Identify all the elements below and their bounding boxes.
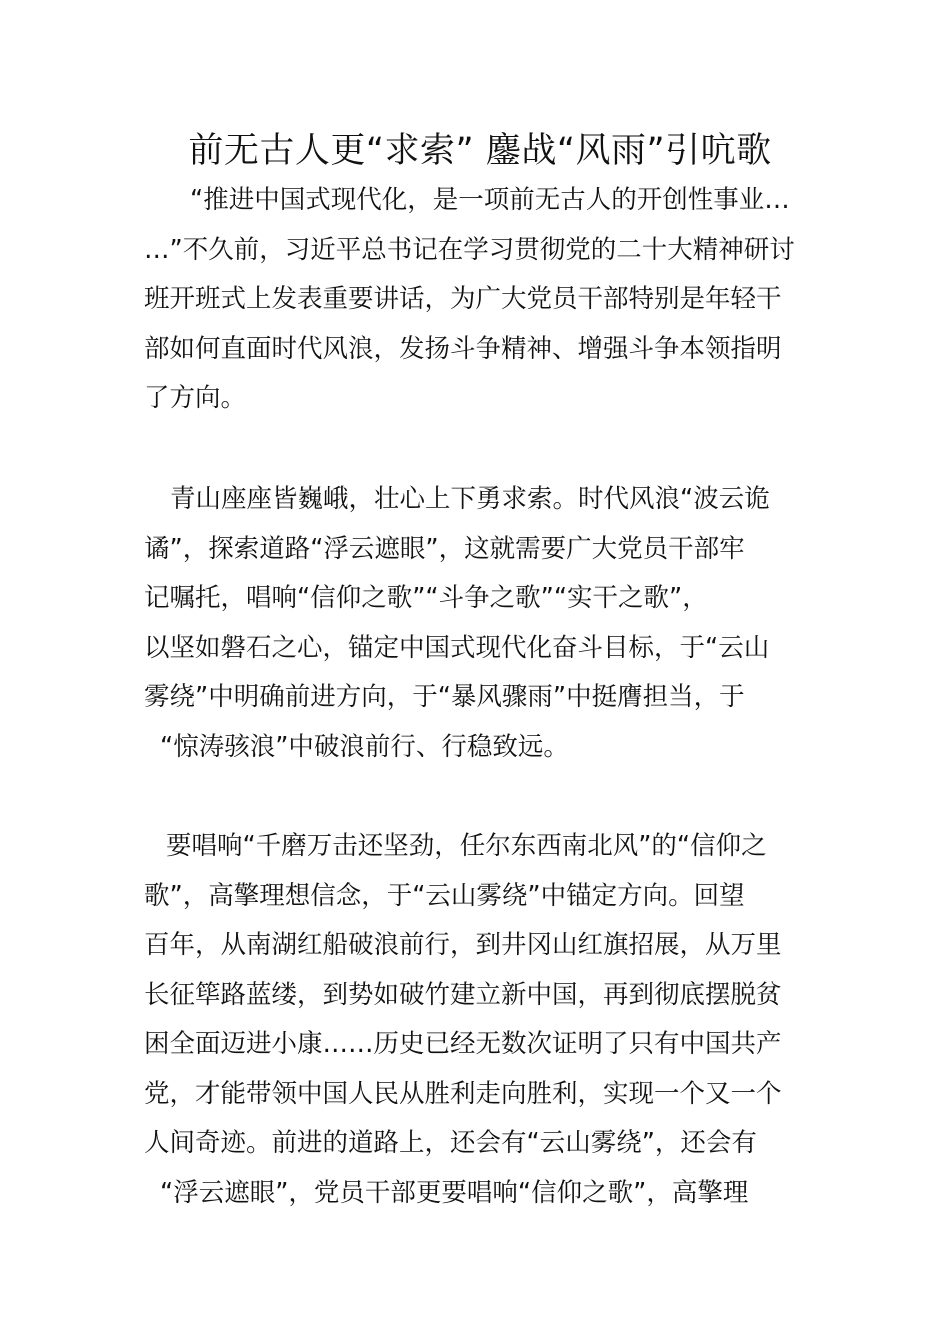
paragraph-line: 百年，从南湖红船破浪前行，到井冈山红旗招展，从万里 [144,930,782,960]
paragraph-line: 人间奇迹。前进的道路上，还会有“云山雾绕”，还会有 [144,1128,757,1158]
paragraph-line: 谲”，探索道路“浮云遮眼”，这就需要广大党员干部牢 [144,533,745,564]
paragraph-line: 歌”，高擎理想信念，于“云山雾绕”中锚定方向。回望 [144,880,745,911]
paragraph-line: 雾绕”中明确前进方向，于“暴风骤雨”中挺膺担当，于 [144,682,745,712]
paragraph-line: …”不久前，习近平总书记在学习贯彻党的二十大精神研讨 [144,234,795,265]
paragraph-line: “惊涛骇浪”中破浪前行、行稳致远。 [160,731,569,762]
paragraph-line: 了方向。 [144,383,247,413]
paragraph-line: 以坚如磐石之心，锚定中国式现代化奋斗目标，于“云山 [144,632,770,663]
paragraph-line: 困全面迈进小康……历史已经无数次证明了只有中国共产 [144,1029,782,1059]
paragraph-2 [144,475,810,772]
paragraph-3 [144,822,810,1218]
paragraph-line: 青山座座皆巍峨，壮心上下勇求索。时代风浪“波云诡 [170,484,770,514]
paragraph-line: 班开班式上发表重要讲话，为广大党员干部特别是年轻干 [144,284,782,314]
paragraph-line: 要唱响“千磨万击还坚劲，任尔东西南北风”的“信仰之 [166,831,767,861]
paragraph-line: 部如何直面时代风浪，发扬斗争精神、增强斗争本领指明 [144,333,782,364]
paragraph-line: “浮云遮眼”，党员干部更要唱响“信仰之歌”，高擎理 [160,1177,749,1208]
paragraph-line: 记嘱托，唱响“信仰之歌”“斗争之歌”“实干之歌”， [144,583,708,613]
paragraph-line: 长征筚路蓝缕，到势如破竹建立新中国，再到彻底摆脱贫 [144,979,782,1010]
paragraph-line: “推进中国式现代化，是一项前无古人的开创性事业… [190,185,790,215]
document-title: 前无古人更“求索” 鏖战“风雨”引吭歌 [188,131,772,171]
paragraph-line: 党，才能带领中国人民从胜利走向胜利，实现一个又一个 [144,1078,782,1109]
paragraph-1 [144,176,810,424]
